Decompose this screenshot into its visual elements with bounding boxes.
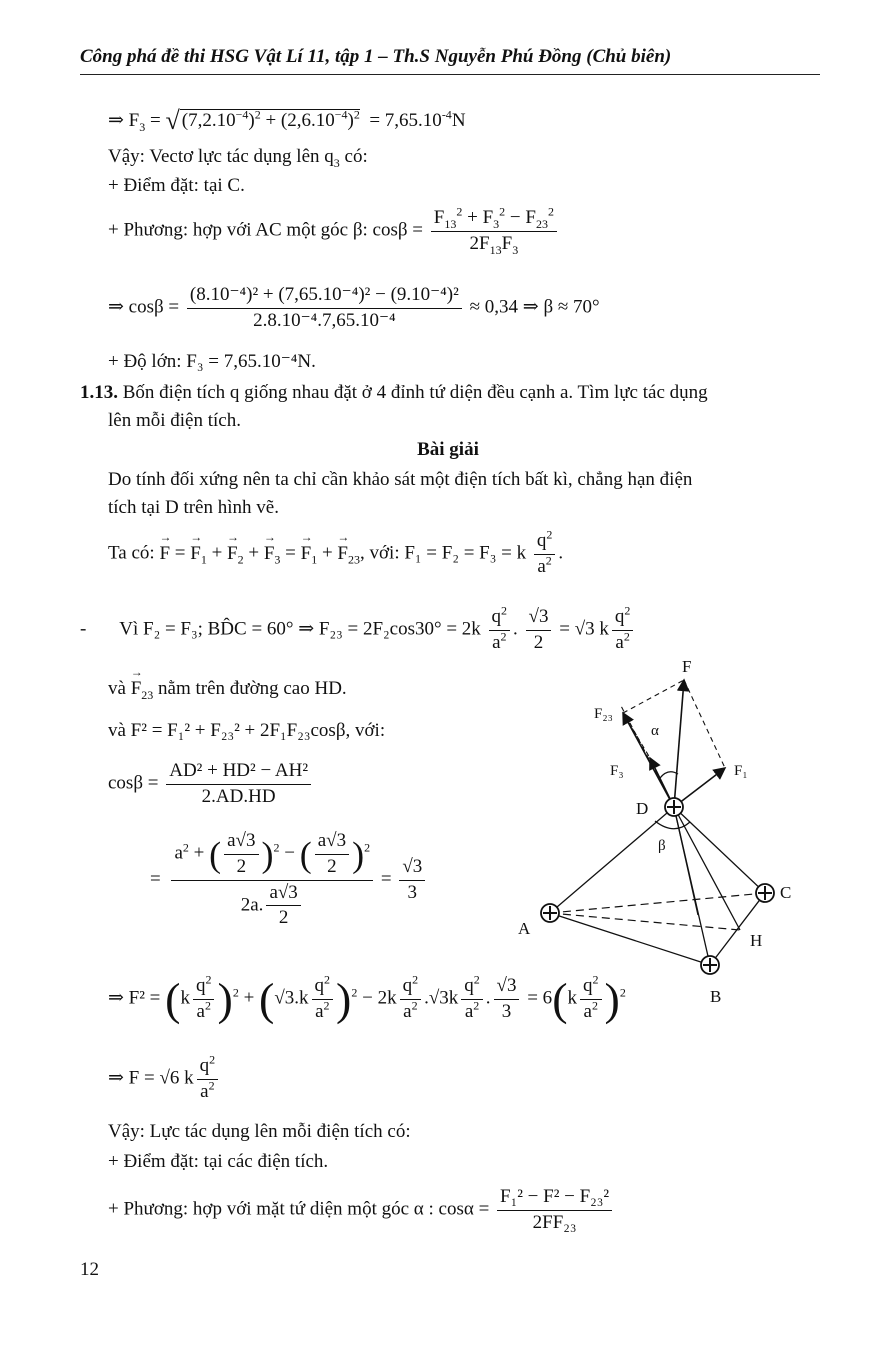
conclusion-2: Vậy: Lực tác dụng lên mỗi điện tích có: — [108, 1121, 411, 1142]
label-F23: F₂₃ — [594, 706, 613, 722]
parallelogram-lines — [620, 680, 725, 807]
tetrahedron-figure — [510, 650, 810, 1010]
f-squared-law: và F² = F₁² + F₂₃² + 2F₁F₂₃cosβ, với: — [108, 720, 386, 741]
intro-line-1: Do tính đối xứng nên ta chỉ cần khảo sát một điện tích bất kì, chẳng hạn điện — [108, 469, 693, 490]
label-F3: F₃ — [610, 763, 624, 779]
cos-beta-equation: ⇒ cosβ = $\frac{\text{(8.10⁻⁴)² + (7,65.10⁻⁴)² − (9.10⁻⁴)²}}{\text{2.8.10⁻⁴.7,65.10⁻⁴}}$ ≈ 0,34 ⇒ β ≈ 70° — [108, 284, 600, 331]
label-H: H — [750, 931, 763, 950]
force-sum-equation: Ta có: → F = → $F_1$ + → $F_2$ + → $F_3$ = → $F_1$ + → $F_{23}$, với: F₁ = F₂ = F₃ = k $\frac{q^2}{a^2}$ . — [108, 530, 563, 579]
conclusion-line: Vậy: Vectơ lực tác dụng lên $q_3$ có: — [108, 146, 368, 170]
f23-equation: - Vì F₂ = F₃; BD̂C = 60° ⇒ F₂₃ = 2F₂cos30° = 2k $\frac{q^2}{a^2}$ . $\frac{√3}{2}$ = √3 k $\frac{q^2}{a^2}$ — [80, 606, 636, 655]
f-squared-evaluation: ⇒ F² = (k $\frac{q^2}{a^2}$ )$^2$ + (√3.k $\frac{q^2}{a^2}$ )$^2$ − 2k $\frac{q^2}{a^2}$ .√3k $\frac{q^2}{a^2}$ . $\frac{√3}{3}$ = 6(k $\frac{q^2}{a^2}$ )$^2$ — [108, 972, 626, 1025]
header-title: Công phá đề thi HSG Vật Lí 11, tập 1 – Th.S Nguyễn Phú Đồng (Chủ biên) — [80, 46, 672, 67]
running-header — [80, 46, 820, 75]
cos-beta2-equation: cosβ = $\frac{\text{AD² + HD² − AH²}}{2.AD.HD}$ — [108, 760, 314, 809]
label-F1: F₁ — [734, 763, 748, 779]
direction-line: + Phương: hợp với AC một góc β: cosβ = $\frac{F_{13}^2 + F_3^2 - F_{23}^2}{2F_{13}F_3}$ — [108, 207, 560, 256]
tetrahedron-edges — [550, 807, 765, 965]
label-alpha: α — [651, 723, 659, 739]
hidden-edges — [550, 893, 765, 930]
label-C: C — [780, 883, 792, 902]
solution-heading: Bài giải — [417, 439, 479, 460]
cos-beta-fraction: $\frac{F_{13}^2 + F_3^2 - F_{23}^2}{2F_{13}F_3}$ — [431, 207, 557, 256]
label-beta: β — [658, 838, 666, 854]
problem-statement-line2: lên mỗi điện tích. — [108, 410, 241, 431]
direction-2: + Phương: hợp với mặt tứ diện một góc α : cosα = $\frac{\text{F₁² − F² − F₂₃²}}{\text{2FF₂₃}}$ — [108, 1186, 615, 1235]
f3-magnitude-equation: ⇒ $F_3$ = √ $(7,2.10^{-4})^2 + (2,6.10^{-4})^2 = 7,65.10^{-4}N$ — [108, 106, 466, 135]
label-F: F — [682, 657, 692, 676]
point-of-application-2: + Điểm đặt: tại các điện tích. — [108, 1151, 329, 1172]
label-B: B — [710, 987, 722, 1006]
label-A: A — [518, 919, 531, 938]
magnitude-line: + Độ lớn: F₃ = 7,65.10⁻⁴N. — [108, 351, 316, 372]
intro-line-2: tích tại D trên hình vẽ. — [108, 497, 279, 518]
problem-number: 1.13. — [80, 382, 118, 403]
point-of-application: + Điểm đặt: tại C. — [108, 175, 245, 196]
f-result: ⇒ F = √6 k $\frac{q^2}{a^2}$ — [108, 1055, 221, 1104]
label-D: D — [636, 799, 649, 818]
page-number: 12 — [80, 1259, 99, 1280]
force-vectors — [623, 680, 725, 807]
cos-beta2-evaluation: = $a^2$ + ( $\frac{a√3}{2}$ )$^2$ − ( $\frac{a√3}{2}$ )$^2$ 2a. $\frac{a√3}{2}$ = $\frac{√3}{3}$ — [150, 830, 428, 930]
problem-statement: 1.13. Bốn điện tích q giống nhau đặt ở 4 đỉnh tứ diện đều cạnh a. Tìm lực tác dụng — [80, 382, 708, 403]
f23-on-altitude: và → $F_{23}$ nằm trên đường cao HD. — [108, 678, 347, 700]
